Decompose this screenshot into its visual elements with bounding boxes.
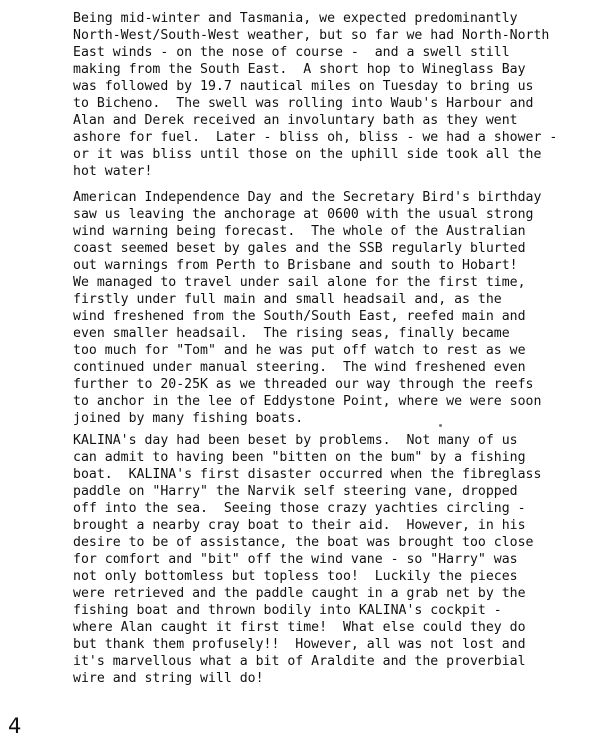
text-line: East winds - on the nose of course - and a swell still: [73, 45, 510, 60]
text-line: can admit to having been "bitten on the bum" by a fishing: [73, 450, 526, 465]
text-line: fishing boat and thrown bodily into KALINA's cockpit -: [73, 603, 502, 618]
stray-ink-dot: [439, 424, 442, 427]
text-line: desire to be of assistance, the boat was brought too close: [73, 535, 534, 550]
text-line: KALINA's day had been beset by problems. Not many of us: [73, 433, 518, 448]
text-line: coast seemed beset by gales and the SSB regularly blurted: [73, 241, 526, 256]
text-line: Being mid-winter and Tasmania, we expected predominantly: [73, 11, 518, 26]
text-line: continued under manual steering. The wind freshened even: [73, 360, 526, 375]
text-line: wind freshened from the South/South East, reefed main and: [73, 309, 526, 324]
text-line: wind warning being forecast. The whole of the Australian: [73, 224, 526, 239]
text-line: boat. KALINA's first disaster occurred when the fibreglass: [73, 467, 542, 482]
paragraph-kalina-problems: [73, 432, 541, 687]
text-line: or it was bliss until those on the uphill side took all the: [73, 147, 542, 162]
text-line: not only bottomless but topless too! Luckily the pieces: [73, 569, 518, 584]
text-line: American Independence Day and the Secretary Bird's birthday: [73, 190, 542, 205]
text-line: making from the South East. A short hop to Wineglass Bay: [73, 62, 526, 77]
text-line: We managed to travel under sail alone for the first time,: [73, 275, 526, 290]
text-line: hot water!: [73, 164, 153, 179]
text-line: to Bicheno. The swell was rolling into Waub's Harbour and: [73, 96, 534, 111]
text-line: even smaller headsail. The rising seas, finally became: [73, 326, 510, 341]
text-line: further to 20-25K as we threaded our way through the reefs: [73, 377, 534, 392]
paragraph-independence-day: [73, 189, 541, 427]
text-line: to anchor in the lee of Eddystone Point, where we were soon: [73, 394, 542, 409]
text-line: off into the sea. Seeing those crazy yachties circling -: [73, 501, 526, 516]
page-number: 4: [8, 714, 22, 738]
text-line: was followed by 19.7 nautical miles on Tuesday to bring us: [73, 79, 534, 94]
text-line: where Alan caught it first time! What else could they do: [73, 620, 526, 635]
text-line: joined by many fishing boats.: [73, 411, 304, 426]
text-line: Alan and Derek received an involuntary bath as they went: [73, 113, 518, 128]
text-line: saw us leaving the anchorage at 0600 with the usual strong: [73, 207, 534, 222]
text-line: too much for "Tom" and he was put off watch to rest as we: [73, 343, 526, 358]
text-line: paddle on "Harry" the Narvik self steering vane, dropped: [73, 484, 518, 499]
paragraph-tasmania-weather: [73, 10, 557, 180]
text-line: out warnings from Perth to Brisbane and south to Hobart!: [73, 258, 518, 273]
text-line: for comfort and "bit" off the wind vane - so "Harry" was: [73, 552, 518, 567]
text-line: wire and string will do!: [73, 671, 264, 686]
text-line: ashore for fuel. Later - bliss oh, bliss - we had a shower -: [73, 130, 558, 145]
text-line: brought a nearby cray boat to their aid. However, in his: [73, 518, 526, 533]
text-line: but thank them profusely!! However, all was not lost and: [73, 637, 526, 652]
text-line: it's marvellous what a bit of Araldite and the proverbial: [73, 654, 526, 669]
text-line: firstly under full main and small headsail and, as the: [73, 292, 502, 307]
text-line: were retrieved and the paddle caught in a grab net by the: [73, 586, 526, 601]
text-line: North-West/South-West weather, but so far we had North-North: [73, 28, 550, 43]
